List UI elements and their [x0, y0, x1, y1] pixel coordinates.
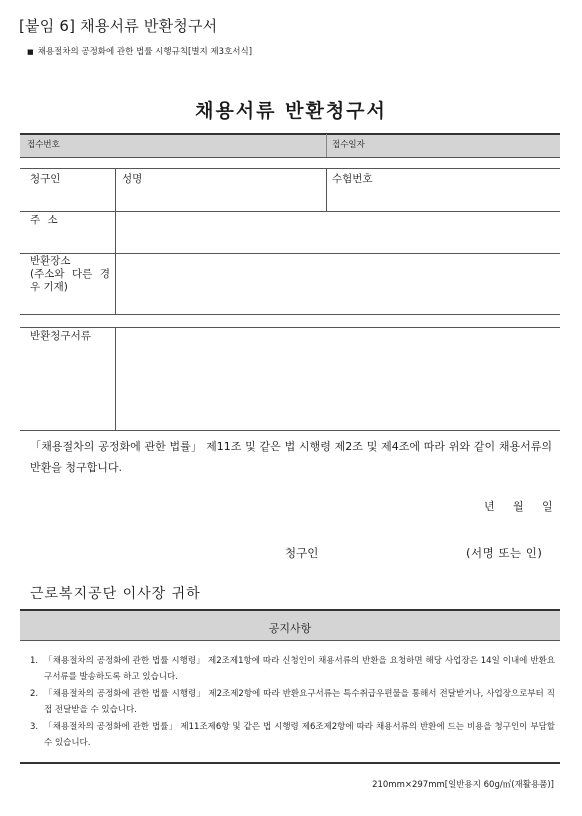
return-place-top-border	[20, 253, 560, 254]
notice-item-text: 「채용절차의 공정화에 관한 법률 시행령」 제2조제1항에 따라 신청인이 채용서류의 반환을 요청하면 해당 사업장은 14일 이내에 반환요구서류를 발송하도록 하고 있습니다.	[44, 656, 555, 682]
signature-claimant-label: 청구인	[285, 546, 319, 560]
address-label: 주 소	[30, 214, 60, 226]
notice-item-text: 「채용절차의 공정화에 관한 법률 시행령」 제2조제2항에 따라 반환요구서류는 특수취급우편물을 통해서 전달받거나, 사업장으로부터 직접 전달받을 수 있습니다.	[44, 689, 555, 715]
receipt-number-label: 접수번호	[27, 140, 60, 150]
address-top-border	[20, 211, 560, 212]
receipt-date-label: 접수일자	[332, 140, 365, 150]
form-reference	[27, 45, 252, 57]
name-label: 성명	[122, 173, 143, 185]
exam-number-label: 수험번호	[332, 173, 373, 185]
form-title: 채용서류 반환청구서	[195, 100, 387, 122]
claimant-label: 청구인	[30, 173, 61, 185]
receipt-row-divider	[326, 134, 327, 157]
notice-bottom-border	[20, 762, 560, 764]
notice-title: 공지사항	[268, 622, 312, 635]
documents-column-divider	[115, 327, 116, 430]
request-statement: 「채용절차의 공정화에 관한 법률」 제11조 및 같은 법 시행령 제2조 및 제4조에 따라 위와 같이 채용서류의 반환을 청구합니다.	[30, 440, 552, 474]
form-reference-text: 채용절차의 공정화에 관한 법률 시행규칙[별지 제3호서식]	[37, 47, 253, 57]
label-column-divider	[115, 168, 116, 314]
date-year: 년	[484, 500, 495, 513]
notice-top-border	[20, 609, 560, 611]
table-top-border	[20, 133, 560, 135]
paper-spec-footer: 210mm×297mm[일반용지 60g/㎡(재활용품)]	[372, 780, 554, 790]
notice-item	[30, 653, 555, 685]
addressee: 근로복지공단 이사장 귀하	[30, 586, 201, 602]
return-place-note: (주소와 다른 경우 기재)	[30, 268, 110, 293]
return-place-bottom-border	[20, 314, 560, 315]
documents-bottom-border	[20, 430, 560, 431]
annex-label: [붙임 6] 채용서류 반환청구서	[19, 17, 218, 35]
date-day: 일	[542, 500, 553, 513]
notice-header-bottom-border	[20, 640, 560, 641]
date-month: 월	[513, 500, 524, 513]
signature-or-seal: (서명 또는 인)	[466, 546, 543, 560]
name-exam-divider	[326, 168, 327, 211]
notice-item-number: 2.	[30, 689, 39, 699]
receipt-row-bottom-border	[20, 157, 560, 158]
notice-item-number: 1.	[30, 656, 39, 666]
notice-item	[30, 719, 555, 751]
notice-item-text: 「채용절차의 공정화에 관한 법률」 제11조제6항 및 같은 법 시행령 제6조제2항에 따라 채용서류의 반환에 드는 비용을 청구인이 부담할 수 있습니다.	[44, 722, 555, 748]
claimant-top-border	[20, 168, 560, 169]
receipt-row-background	[20, 133, 560, 157]
return-place-label: 반환장소	[30, 255, 71, 267]
documents-label: 반환청구서류	[30, 330, 91, 342]
notice-item-number: 3.	[30, 722, 39, 732]
notice-item	[30, 686, 555, 718]
square-bullet-icon: ■	[27, 48, 34, 56]
documents-top-border	[20, 327, 560, 328]
